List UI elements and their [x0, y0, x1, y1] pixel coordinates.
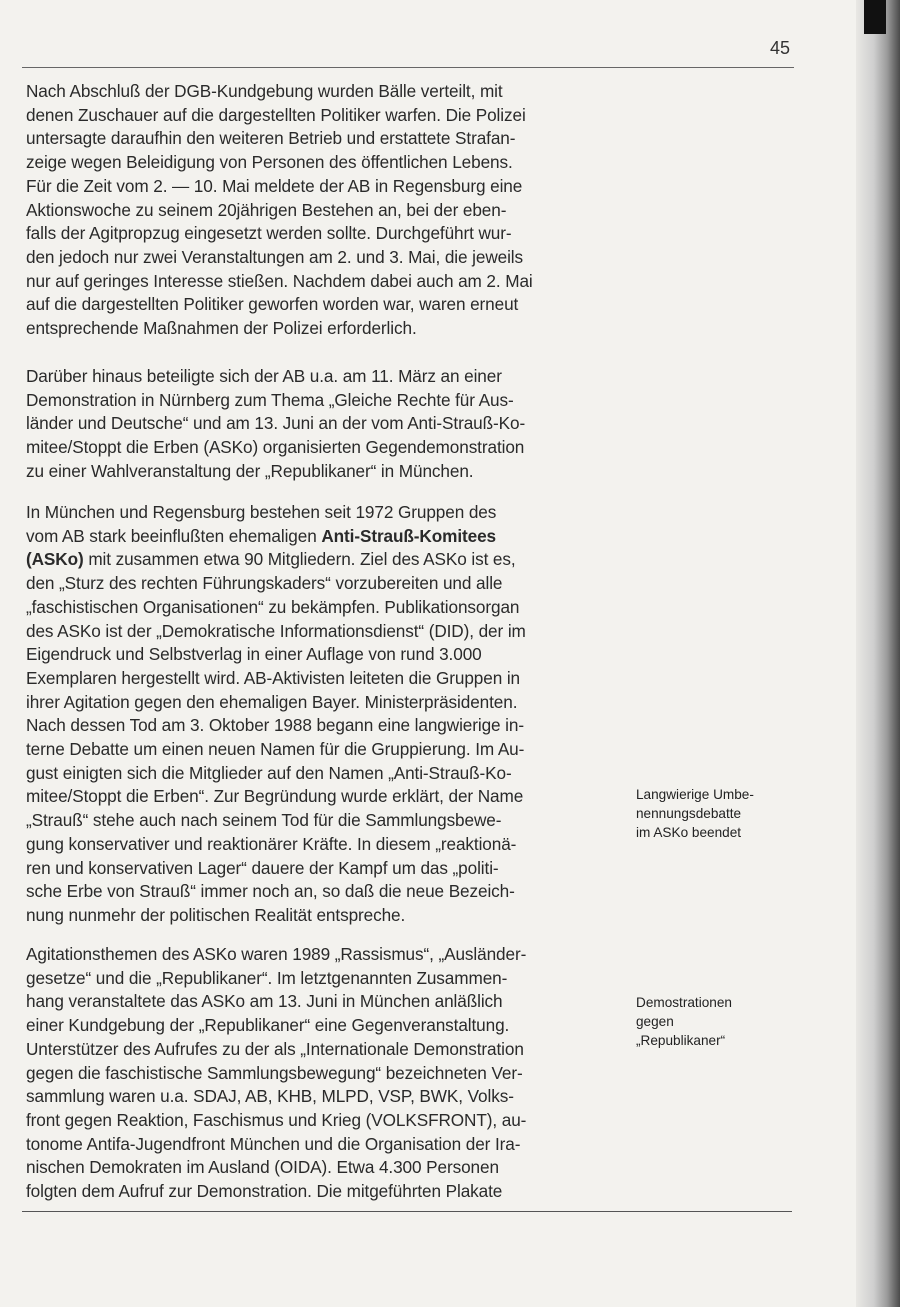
margin-note-umbenennung: Langwierige Umbe- nennungsdebatte im ASKo beendet: [636, 787, 754, 840]
page-number: 45: [770, 38, 791, 58]
bold-term-asko: Anti-Strauß-Komitees (ASKo): [26, 525, 497, 570]
paragraph-asko-body: mit zusammen etwa 90 Mitgliedern. Ziel des ASKo ist es, den „Sturz des rechten Führungskaders“ vorzubereiten und alle „faschistischen Organisationen“ zu bekämpfen. Publikationsorgan des ASKo ist der „Demokratische Informationsdienst“ (DID), der im Eigendruck und Selbstverlag in einer Auflage von rund 3.000 Exemplaren hergestellt wird. AB-Aktivisten leiteten die Gruppen in ihrer Agitation gegen den ehemaligen Bayer. Ministerpräsidenten. Nach dessen Tod am 3. Oktober 1988 begann eine langwierige in- terne Debatte um einen neuen Namen für die Gruppierung. Im Au- gust einigten sich die Mitglieder auf den Namen „Anti-Strauß-Ko- mitee/Stoppt die Erben“. Zur Begründung wurde erklärt, der Name „Strauß“ stehe auch nach seinem Tod für die Sammlungsbewe- gung konservativer und reaktionärer Kräfte. In diesem „reaktionä- ren und konservativen Lager“ dauere der Kampf um das „politi- sche Erbe von Strauß“ immer noch an, so daß die neue Bezeich- nung nunmehr der politischen Realität entspreche.: [26, 549, 526, 925]
paragraph-agitationsthemen: Agitationsthemen des ASKo waren 1989 „Rassismus“, „Ausländer- gesetze“ und die „Republikaner“. Im letztgenannten Zusammen- hang veranstaltete das ASKo am 13. Juni in München anläßlich einer Kundgebung der „Republikaner“ eine Gegenveranstaltung. Unterstützer des Aufrufes zu der als „Internationale Demonstration gegen die faschistische Sammlungsbewegung“ bezeichneten Ver- sammlung waren u.a. SDAJ, AB, KHB, MLPD, VSP, BWK, Volks- front gegen Reaktion, Faschismus und Krieg (VOLKSFRONT), au- tonome Antifa-Jugendfront München und die Organisation der Ira- nischen Demokraten im Ausland (OIDA). Etwa 4.300 Personen folgten dem Aufruf zur Demonstration. Die mitgeführten Plakate: [26, 944, 527, 1202]
footer-rule: [22, 1211, 792, 1212]
spine-dark-marker: [864, 0, 886, 34]
header-rule: [22, 67, 794, 68]
paragraph-asko: [26, 501, 526, 928]
paragraph-demonstrationen: Darüber hinaus beteiligte sich der AB u.a. am 11. März an einer Demonstration in Nürnberg zum Thema „Gleiche Rechte für Aus- länder und Deutsche“ und am 13. Juni an der vom Anti-Strauß-Ko- mitee/Stoppt die Erben (ASKo) organisierten Gegendemonstration zu einer Wahlveranstaltung der „Republikaner“ in München.: [26, 366, 526, 481]
paragraph-asko-intro: In München und Regensburg bestehen seit 1972 Gruppen des vom AB stark beeinflußten ehemaligen: [26, 502, 497, 546]
margin-note-demonstrationen: Demostrationen gegen „Republikaner“: [636, 995, 732, 1048]
book-spine-shadow: [856, 0, 900, 1307]
paragraph-dgb-kundgebung: Nach Abschluß der DGB-Kundgebung wurden Bälle verteilt, mit denen Zuschauer auf die dargestellten Politiker warfen. Die Polizei untersagte daraufhin den weiteren Betrieb und erstattete Strafan- zeige wegen Beleidigung von Personen des öffentlichen Lebens. Für die Zeit vom 2. — 10. Mai meldete der AB in Regensburg eine Aktionswoche zu seinem 20jährigen Bestehen an, bei der eben- falls der Agitpropzug eingesetzt werden sollte. Durchgeführt wur- den jedoch nur zwei Veranstaltungen am 2. und 3. Mai, die jeweils nur auf geringes Interesse stießen. Nachdem dabei auch am 2. Mai auf die dargestellten Politiker geworfen worden war, waren erneut entsprechende Maßnahmen der Polizei erforderlich.: [26, 81, 533, 339]
